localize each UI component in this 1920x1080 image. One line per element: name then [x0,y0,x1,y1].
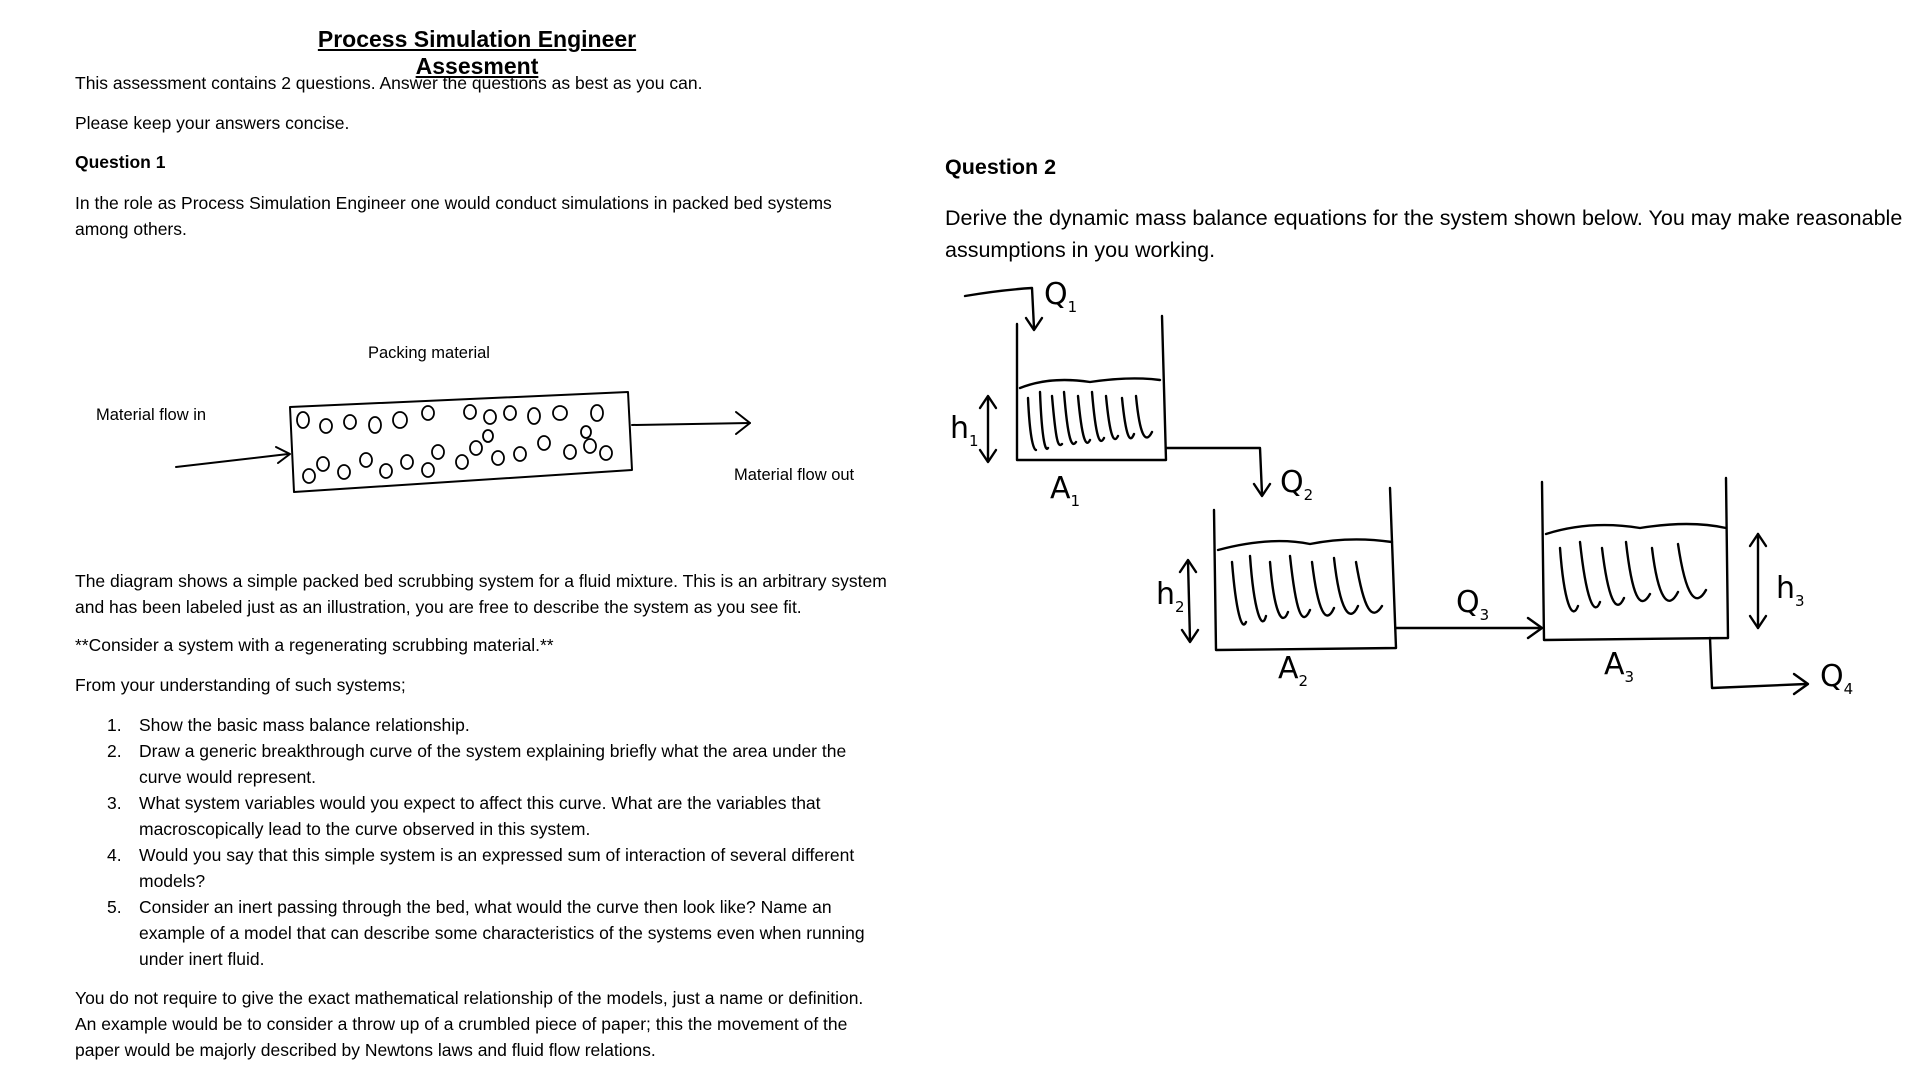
question-1-list [107,712,877,972]
tank-labels [950,277,1853,698]
question-1-heading: Question 1 [75,152,166,172]
label-h1: $h_1$ [950,411,979,450]
tank-1-liquid-surface [1020,378,1160,388]
list-item-number: 4. [107,845,122,865]
list-item-text: What system variables would you expect to affect this curve. What are the variables that macroscopically lead to the curve observed in this system. [139,793,821,839]
list-item-number: 5. [107,897,122,917]
list-item-text: Draw a generic breakthrough curve of the system explaining briefly what the area under the curve would represent. [139,741,847,787]
tank-3-liquid-surface [1546,524,1726,534]
list-item-text: Consider an inert passing through the bed, what would the curve then look like? Name an example of a model that can describe some characteristics of the systems even when running under inert fluid. [139,897,865,969]
label-material-flow-out: Material flow out [734,466,855,484]
question-1-closing: You do not require to give the exact mathematical relationship of the models, just a name or definition. An example would be to consider a throw up of a crumbled piece of paper; this the movement of the paper would be majorly described by Newtons laws and fluid flow relations. [75,988,864,1060]
list-item-number: 3. [107,793,122,813]
list-item-number: 1. [107,715,122,735]
label-a2: $A_2$ [1278,651,1309,690]
question-1-description: The diagram shows a simple packed bed scrubbing system for a fluid mixture. This is an arbitrary system and has been labeled just as an illustration, you are free to describe the system as you see fit. [75,571,887,617]
question-2-heading: Question 2 [945,155,1057,179]
tank-system-diagram [940,272,1900,732]
tank-2-walls [1214,488,1396,650]
label-h2: $h_2$ [1156,577,1185,616]
question-1-consider: **Consider a system with a regenerating scrubbing material.** [75,635,554,655]
list-item [107,894,877,972]
question-2-text: Derive the dynamic mass balance equations for the system shown below. You may make reasonable assumptions in you working. [945,206,1903,262]
label-a1: $A_1$ [1050,471,1081,510]
question-1-lead-in: From your understanding of such systems; [75,675,406,695]
inlet-arrow-line [176,454,288,467]
list-item-number: 2. [107,741,122,761]
list-item [107,790,877,842]
label-q4: $Q_4$ [1820,659,1854,698]
list-item-text: Show the basic mass balance relationship. [139,715,470,735]
label-q2: $Q_2$ [1280,465,1314,504]
tank-3-walls [1542,478,1728,640]
tank-2-liquid-surface [1218,539,1392,550]
question-1-intro: In the role as Process Simulation Engineer one would conduct simulations in packed bed systems among others. [75,193,832,239]
label-h3: $h_3$ [1776,571,1805,610]
tank-1-hatching [1028,392,1152,450]
list-item [107,842,877,894]
label-packing-material: Packing material [368,344,490,362]
list-item [107,712,877,738]
tank-2-hatching [1232,556,1382,625]
packed-bed-diagram [170,380,770,500]
pipe-q4 [1710,638,1806,688]
list-item [107,738,877,790]
packed-bed-box [290,392,632,492]
packing-circles [297,405,612,483]
outlet-arrow-line [632,423,750,425]
label-q1: $Q_1$ [1044,277,1078,316]
label-material-flow-in: Material flow in [96,406,207,424]
intro-line-1: This assessment contains 2 questions. Answer the questions as best as you can. [75,73,703,93]
inlet-pipe-q1 [965,288,1034,328]
label-a3: $A_3$ [1604,647,1635,686]
list-item-text: Would you say that this simple system is an expressed sum of interaction of several different models? [139,845,855,891]
tank-1-walls [1017,316,1166,460]
intro-line-2: Please keep your answers concise. [75,113,350,133]
label-q3: $Q_3$ [1456,585,1490,624]
pipe-q2 [1166,448,1262,494]
page-title: Process Simulation Engineer Assesment [317,26,637,79]
h2-arrow-line [1188,562,1190,640]
tank-3-hatching [1560,542,1706,611]
